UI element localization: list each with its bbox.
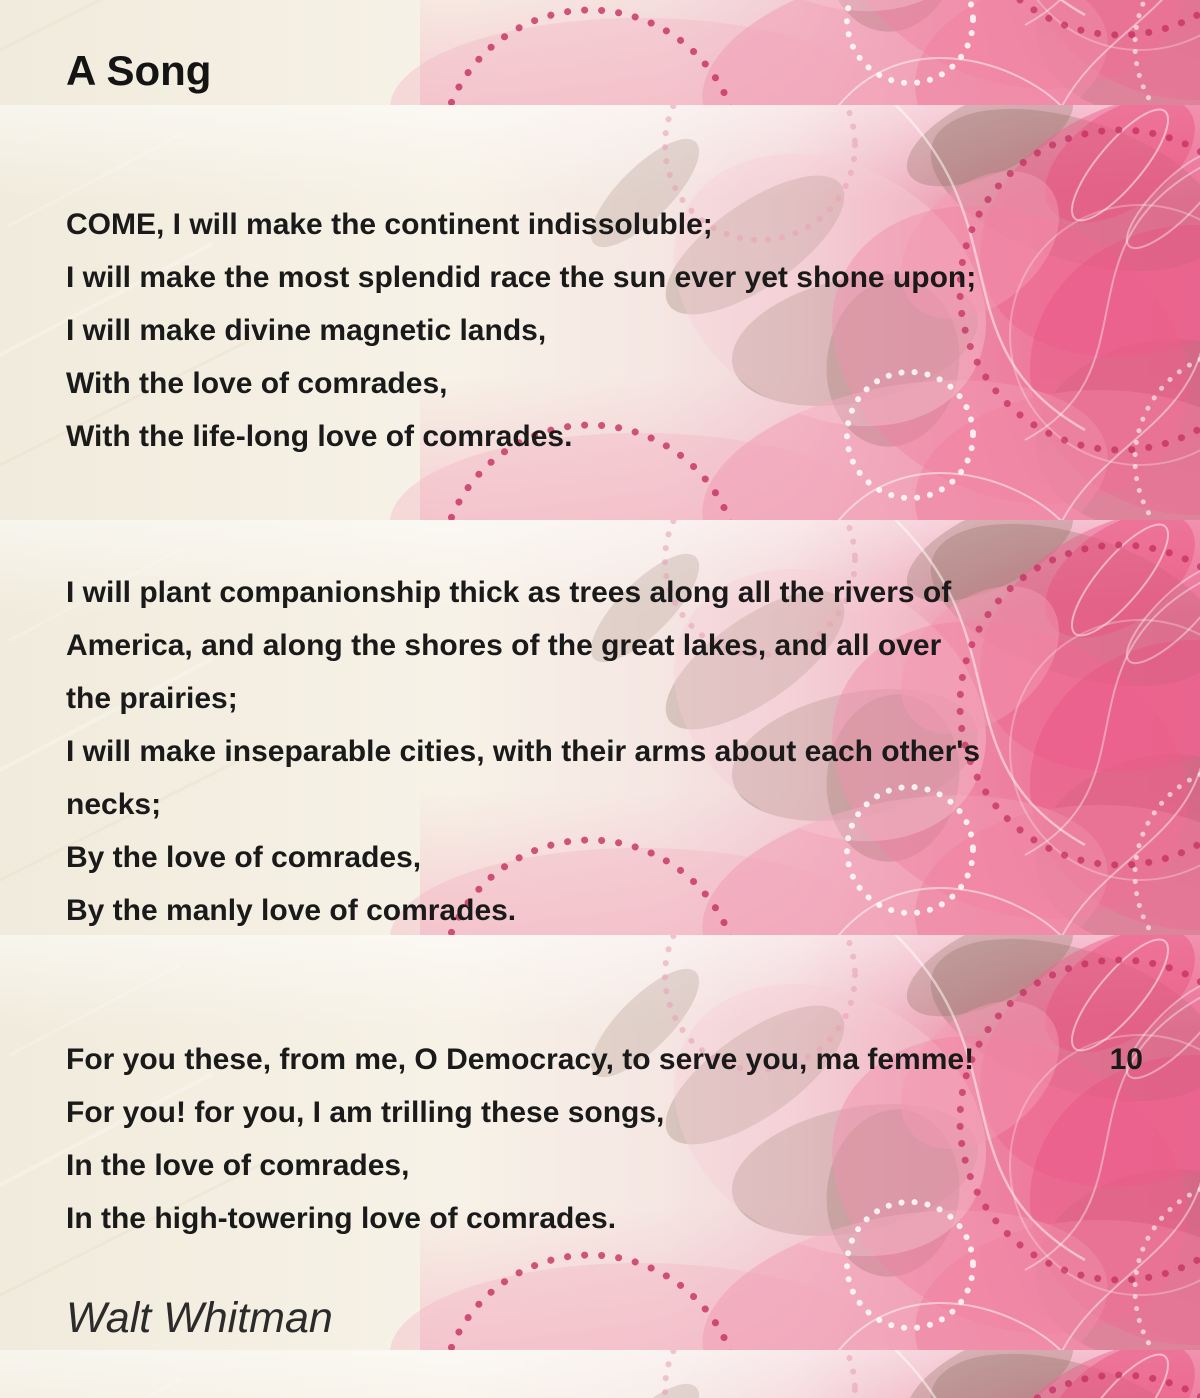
line-number-marker: 10 [1109,1043,1143,1076]
poem-line: For you these, from me, O Democracy, to serve you, ma femme! [66,1043,975,1076]
poem-line: I will make divine magnetic lands, [66,314,547,347]
poem-line: With the life-long love of comrades. [66,420,573,453]
poem-line: America, and along the shores of the great lakes, and all over [66,629,942,662]
poem-line: COME, I will make the continent indissoluble; [66,208,713,241]
stanza-3 [66,1033,1166,1245]
poem-line: necks; [66,788,162,821]
poem-line: For you! for you, I am trilling these songs, [66,1096,665,1129]
poem-line: With the love of comrades, [66,367,448,400]
poem-line: I will plant companionship thick as trees along all the rivers of [66,576,952,609]
poem-line: I will make the most splendid race the sun ever yet shone upon; [66,261,977,294]
stanza-2 [66,566,1166,937]
poem-title: A Song [66,47,212,94]
stanza-1 [66,198,1166,463]
poem-author: Walt Whitman [66,1294,333,1342]
poem-line: By the manly love of comrades. [66,894,517,927]
poem-line: In the high-towering love of comrades. [66,1202,617,1235]
poem-line: the prairies; [66,682,238,715]
poem-line: By the love of comrades, [66,841,422,874]
poem-line: I will make inseparable cities, with their arms about each other's [66,735,981,768]
poem-line: In the love of comrades, [66,1149,410,1182]
